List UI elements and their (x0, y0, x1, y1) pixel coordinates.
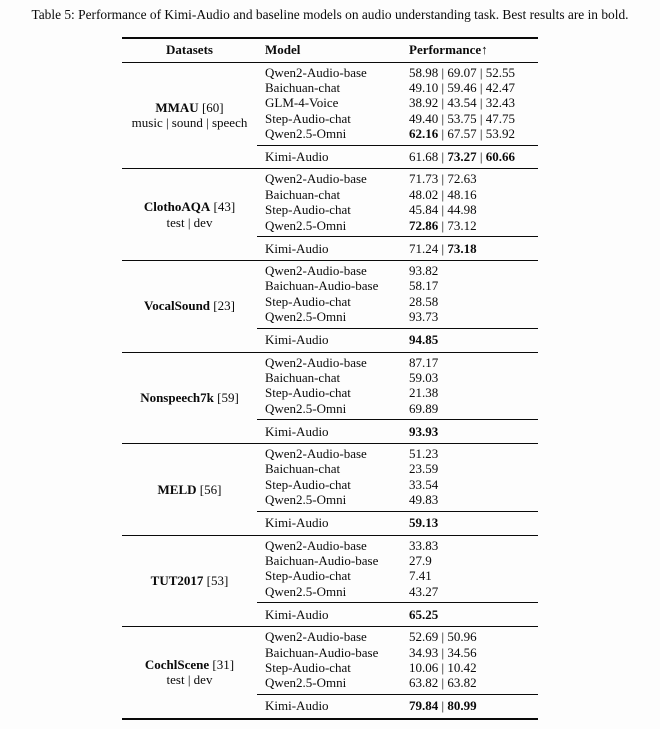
model-name: Qwen2-Audio-base (265, 64, 367, 80)
performance-cell (409, 553, 538, 568)
performance-value: 32.43 (485, 95, 515, 111)
baseline-rows (257, 444, 538, 511)
value-separator: | (438, 675, 448, 691)
model-name: Baichuan-Audio-base (265, 644, 379, 660)
performance-cell (409, 568, 538, 583)
model-name: Kimi-Audio (265, 149, 329, 165)
dataset-name: VocalSound (144, 298, 211, 314)
performance-cell (409, 424, 538, 439)
baseline-row (257, 278, 538, 293)
model-name: Qwen2.5-Omni (265, 126, 347, 142)
model-name: Baichuan-chat (265, 79, 341, 95)
kimi-audio-row (257, 698, 538, 713)
value-separator: | (438, 644, 448, 660)
performance-cell (409, 355, 538, 370)
performance-cell (409, 675, 538, 690)
baseline-row (257, 538, 538, 553)
performance-value: 45.84 (409, 202, 439, 218)
performance-cell (409, 309, 538, 324)
kimi-audio-row (257, 607, 538, 622)
dataset-name-line (122, 390, 257, 406)
performance-value: 33.83 (409, 537, 439, 553)
performance-value: 87.17 (409, 354, 439, 370)
performance-value: 72.63 (447, 171, 477, 187)
performance-cell (409, 202, 538, 217)
performance-value: 93.73 (409, 309, 439, 325)
section-rows (257, 444, 538, 535)
model-name: Qwen2-Audio-base (265, 629, 367, 645)
value-separator: | (438, 698, 448, 714)
table-section-nonspeech7k (122, 352, 538, 444)
performance-value: 73.18 (447, 240, 477, 256)
kimi-audio-row (257, 149, 538, 164)
baseline-row (257, 675, 538, 690)
kimi-audio-row (257, 515, 538, 530)
table-section-mmau (122, 63, 538, 169)
performance-value: 10.06 (409, 659, 439, 675)
performance-value: 49.10 (409, 79, 439, 95)
performance-value: 38.92 (409, 95, 439, 111)
performance-cell (409, 698, 538, 713)
performance-value: 59.46 (447, 79, 477, 95)
model-name: Step-Audio-chat (265, 202, 351, 218)
table-header-row (122, 39, 538, 63)
baseline-rows (257, 63, 538, 145)
performance-value: 58.98 (409, 64, 439, 80)
baseline-row (257, 660, 538, 675)
performance-value: 58.17 (409, 278, 439, 294)
performance-cell (409, 278, 538, 293)
performance-value: 63.82 (409, 675, 439, 691)
model-name: Step-Audio-chat (265, 476, 351, 492)
table-section-tut2017 (122, 535, 538, 627)
dataset-name-line (122, 298, 257, 314)
performance-cell (409, 65, 538, 80)
baseline-row (257, 187, 538, 202)
model-name: Qwen2.5-Omni (265, 400, 347, 416)
baseline-row (257, 171, 538, 186)
dataset-ref: [56] (196, 481, 222, 497)
value-separator: | (438, 126, 448, 142)
dataset-ref: [60] (198, 99, 224, 115)
performance-value: 80.99 (447, 698, 477, 714)
baseline-row (257, 645, 538, 660)
model-name: Qwen2-Audio-base (265, 262, 367, 278)
dataset-name: CochlScene (144, 656, 210, 672)
baseline-row (257, 629, 538, 644)
performance-cell (409, 477, 538, 492)
value-separator: | (476, 126, 486, 142)
performance-value: 73.12 (447, 217, 477, 233)
dataset-name: ClothoAQA (143, 199, 211, 215)
performance-cell (409, 584, 538, 599)
model-name: Kimi-Audio (265, 606, 329, 622)
performance-cell (409, 241, 538, 256)
performance-cell (409, 171, 538, 186)
model-name: Qwen2-Audio-base (265, 354, 367, 370)
performance-value: 63.82 (447, 675, 477, 691)
performance-value: 94.85 (409, 332, 439, 348)
performance-cell (409, 660, 538, 675)
baseline-rows (257, 353, 538, 420)
kimi-audio-row-wrap (257, 602, 538, 626)
performance-value: 67.57 (447, 126, 477, 142)
kimi-audio-row (257, 241, 538, 256)
section-rows (257, 169, 538, 260)
performance-value: 50.96 (447, 629, 477, 645)
baseline-rows (257, 627, 538, 694)
model-name: Qwen2-Audio-base (265, 446, 367, 462)
table-section-cochlscene (122, 626, 538, 718)
performance-cell (409, 538, 538, 553)
baseline-row (257, 80, 538, 95)
dataset-name-line (122, 100, 257, 116)
kimi-audio-row-wrap (257, 145, 538, 169)
kimi-audio-row-wrap (257, 328, 538, 352)
value-separator: | (438, 64, 448, 80)
value-separator: | (438, 79, 448, 95)
performance-value: 79.84 (409, 698, 439, 714)
section-rows (257, 261, 538, 352)
dataset-subtitle: test | dev (166, 672, 213, 688)
model-name: Baichuan-chat (265, 461, 341, 477)
performance-value: 27.9 (409, 552, 432, 568)
dataset-cell (122, 353, 257, 444)
value-separator: | (438, 659, 448, 675)
dataset-name-line (122, 199, 257, 215)
performance-cell (409, 149, 538, 164)
dataset-subtitle: music | sound | speech (131, 115, 248, 131)
dataset-name: MMAU (155, 99, 199, 115)
section-rows (257, 536, 538, 627)
value-separator: | (438, 202, 448, 218)
performance-value: 33.54 (409, 476, 439, 492)
model-name: Qwen2.5-Omni (265, 675, 347, 691)
performance-value: 72.86 (409, 217, 439, 233)
performance-value: 52.69 (409, 629, 439, 645)
model-name: Step-Audio-chat (265, 293, 351, 309)
dataset-name: Nonspeech7k (140, 390, 214, 406)
baseline-row (257, 370, 538, 385)
performance-value: 44.98 (447, 202, 477, 218)
performance-cell (409, 263, 538, 278)
kimi-audio-row-wrap (257, 236, 538, 260)
baseline-row (257, 126, 538, 141)
performance-value: 48.16 (447, 186, 477, 202)
dataset-cell (122, 444, 257, 535)
performance-cell (409, 218, 538, 233)
dataset-ref: [43] (210, 199, 236, 215)
model-name: Baichuan-chat (265, 186, 341, 202)
section-rows (257, 627, 538, 718)
performance-cell (409, 111, 538, 126)
header-performance: Performance↑ (409, 42, 488, 57)
dataset-name-line (122, 657, 257, 673)
table-section-clothoaqa (122, 168, 538, 260)
model-name: Qwen2.5-Omni (265, 583, 347, 599)
model-name: Qwen2.5-Omni (265, 217, 347, 233)
value-separator: | (476, 149, 486, 165)
dataset-ref: [31] (209, 656, 235, 672)
baseline-row (257, 477, 538, 492)
performance-value: 52.55 (485, 64, 515, 80)
baseline-row (257, 111, 538, 126)
performance-value: 71.24 (409, 240, 439, 256)
kimi-audio-row (257, 424, 538, 439)
model-name: Step-Audio-chat (265, 659, 351, 675)
header-datasets: Datasets (166, 42, 213, 57)
section-rows (257, 63, 538, 169)
baseline-row (257, 95, 538, 110)
performance-value: 43.54 (447, 95, 477, 111)
performance-value: 51.23 (409, 446, 439, 462)
model-name: Baichuan-chat (265, 369, 341, 385)
baseline-rows (257, 169, 538, 236)
performance-cell (409, 401, 538, 416)
dataset-ref: [59] (213, 390, 239, 406)
performance-value: 59.03 (409, 369, 439, 385)
performance-value: 34.93 (409, 644, 439, 660)
baseline-row (257, 553, 538, 568)
performance-value: 23.59 (409, 461, 439, 477)
value-separator: | (476, 110, 486, 126)
model-name: GLM-4-Voice (265, 95, 339, 111)
model-name: Baichuan-Audio-base (265, 278, 379, 294)
model-name: Qwen2.5-Omni (265, 492, 347, 508)
value-separator: | (476, 79, 486, 95)
model-name: Qwen2.5-Omni (265, 309, 347, 325)
value-separator: | (438, 186, 448, 202)
value-separator: | (438, 171, 448, 187)
table-section-vocalsound (122, 260, 538, 352)
baseline-row (257, 401, 538, 416)
baseline-row (257, 218, 538, 233)
model-name: Kimi-Audio (265, 240, 329, 256)
performance-cell (409, 95, 538, 110)
performance-value: 60.66 (485, 149, 515, 165)
baseline-row (257, 446, 538, 461)
dataset-cell (122, 627, 257, 718)
performance-value: 65.25 (409, 606, 439, 622)
performance-value: 59.13 (409, 515, 439, 531)
performance-cell (409, 446, 538, 461)
performance-cell (409, 607, 538, 622)
performance-value: 34.56 (447, 644, 477, 660)
performance-cell (409, 126, 538, 141)
header-model: Model (265, 42, 301, 57)
value-separator: | (476, 64, 486, 80)
performance-value: 48.02 (409, 186, 439, 202)
performance-value: 42.47 (485, 79, 515, 95)
table-caption: Table 5: Performance of Kimi-Audio and baseline models on audio understanding task. Best results are in bold. (31, 7, 629, 22)
baseline-row (257, 309, 538, 324)
performance-cell (409, 332, 538, 347)
performance-value: 7.41 (409, 568, 432, 584)
performance-value: 93.93 (409, 423, 439, 439)
value-separator: | (438, 629, 448, 645)
performance-value: 28.58 (409, 293, 439, 309)
model-name: Step-Audio-chat (265, 110, 351, 126)
dataset-ref: [53] (203, 573, 229, 589)
performance-value: 49.40 (409, 110, 439, 126)
performance-value: 93.82 (409, 262, 439, 278)
performance-cell (409, 645, 538, 660)
performance-cell (409, 385, 538, 400)
performance-table (122, 37, 538, 720)
kimi-audio-row-wrap (257, 419, 538, 443)
performance-cell (409, 294, 538, 309)
baseline-row (257, 294, 538, 309)
performance-value: 62.16 (409, 126, 439, 142)
performance-cell (409, 80, 538, 95)
performance-value: 53.75 (447, 110, 477, 126)
model-name: Kimi-Audio (265, 423, 329, 439)
dataset-name-line (122, 482, 257, 498)
model-name: Kimi-Audio (265, 515, 329, 531)
model-name: Kimi-Audio (265, 698, 329, 714)
model-name: Qwen2-Audio-base (265, 537, 367, 553)
dataset-subtitle: test | dev (166, 214, 213, 230)
baseline-rows (257, 261, 538, 328)
value-separator: | (438, 217, 448, 233)
value-separator: | (438, 149, 448, 165)
model-name: Kimi-Audio (265, 332, 329, 348)
dataset-cell (122, 169, 257, 260)
performance-value: 71.73 (409, 171, 439, 187)
value-separator: | (438, 95, 448, 111)
model-name: Step-Audio-chat (265, 385, 351, 401)
model-name: Baichuan-Audio-base (265, 552, 379, 568)
performance-value: 69.07 (447, 64, 477, 80)
kimi-audio-row-wrap (257, 694, 538, 718)
table-section-meld (122, 443, 538, 535)
dataset-name: TUT2017 (150, 573, 204, 589)
baseline-row (257, 355, 538, 370)
performance-value: 43.27 (409, 583, 439, 599)
baseline-row (257, 492, 538, 507)
dataset-name: MELD (157, 481, 197, 497)
performance-value: 10.42 (447, 659, 477, 675)
section-rows (257, 353, 538, 444)
kimi-audio-row (257, 332, 538, 347)
baseline-row (257, 385, 538, 400)
performance-value: 69.89 (409, 400, 439, 416)
kimi-audio-row-wrap (257, 511, 538, 535)
table-body (122, 63, 538, 718)
performance-cell (409, 492, 538, 507)
dataset-ref: [23] (210, 298, 235, 314)
baseline-row (257, 202, 538, 217)
baseline-row (257, 65, 538, 80)
baseline-rows (257, 536, 538, 603)
performance-value: 53.92 (485, 126, 515, 142)
performance-cell (409, 515, 538, 530)
dataset-cell (122, 261, 257, 352)
model-name: Step-Audio-chat (265, 568, 351, 584)
performance-value: 61.68 (409, 149, 439, 165)
performance-cell (409, 629, 538, 644)
dataset-cell (122, 536, 257, 627)
performance-value: 49.83 (409, 492, 439, 508)
performance-value: 21.38 (409, 385, 439, 401)
model-name: Qwen2-Audio-base (265, 171, 367, 187)
value-separator: | (438, 240, 448, 256)
performance-cell (409, 187, 538, 202)
baseline-row (257, 461, 538, 476)
baseline-row (257, 584, 538, 599)
performance-cell (409, 461, 538, 476)
dataset-name-line (122, 573, 257, 589)
dataset-cell (122, 63, 257, 169)
value-separator: | (438, 110, 448, 126)
performance-value: 73.27 (447, 149, 477, 165)
performance-value: 47.75 (485, 110, 515, 126)
performance-cell (409, 370, 538, 385)
baseline-row (257, 568, 538, 583)
baseline-row (257, 263, 538, 278)
value-separator: | (476, 95, 486, 111)
